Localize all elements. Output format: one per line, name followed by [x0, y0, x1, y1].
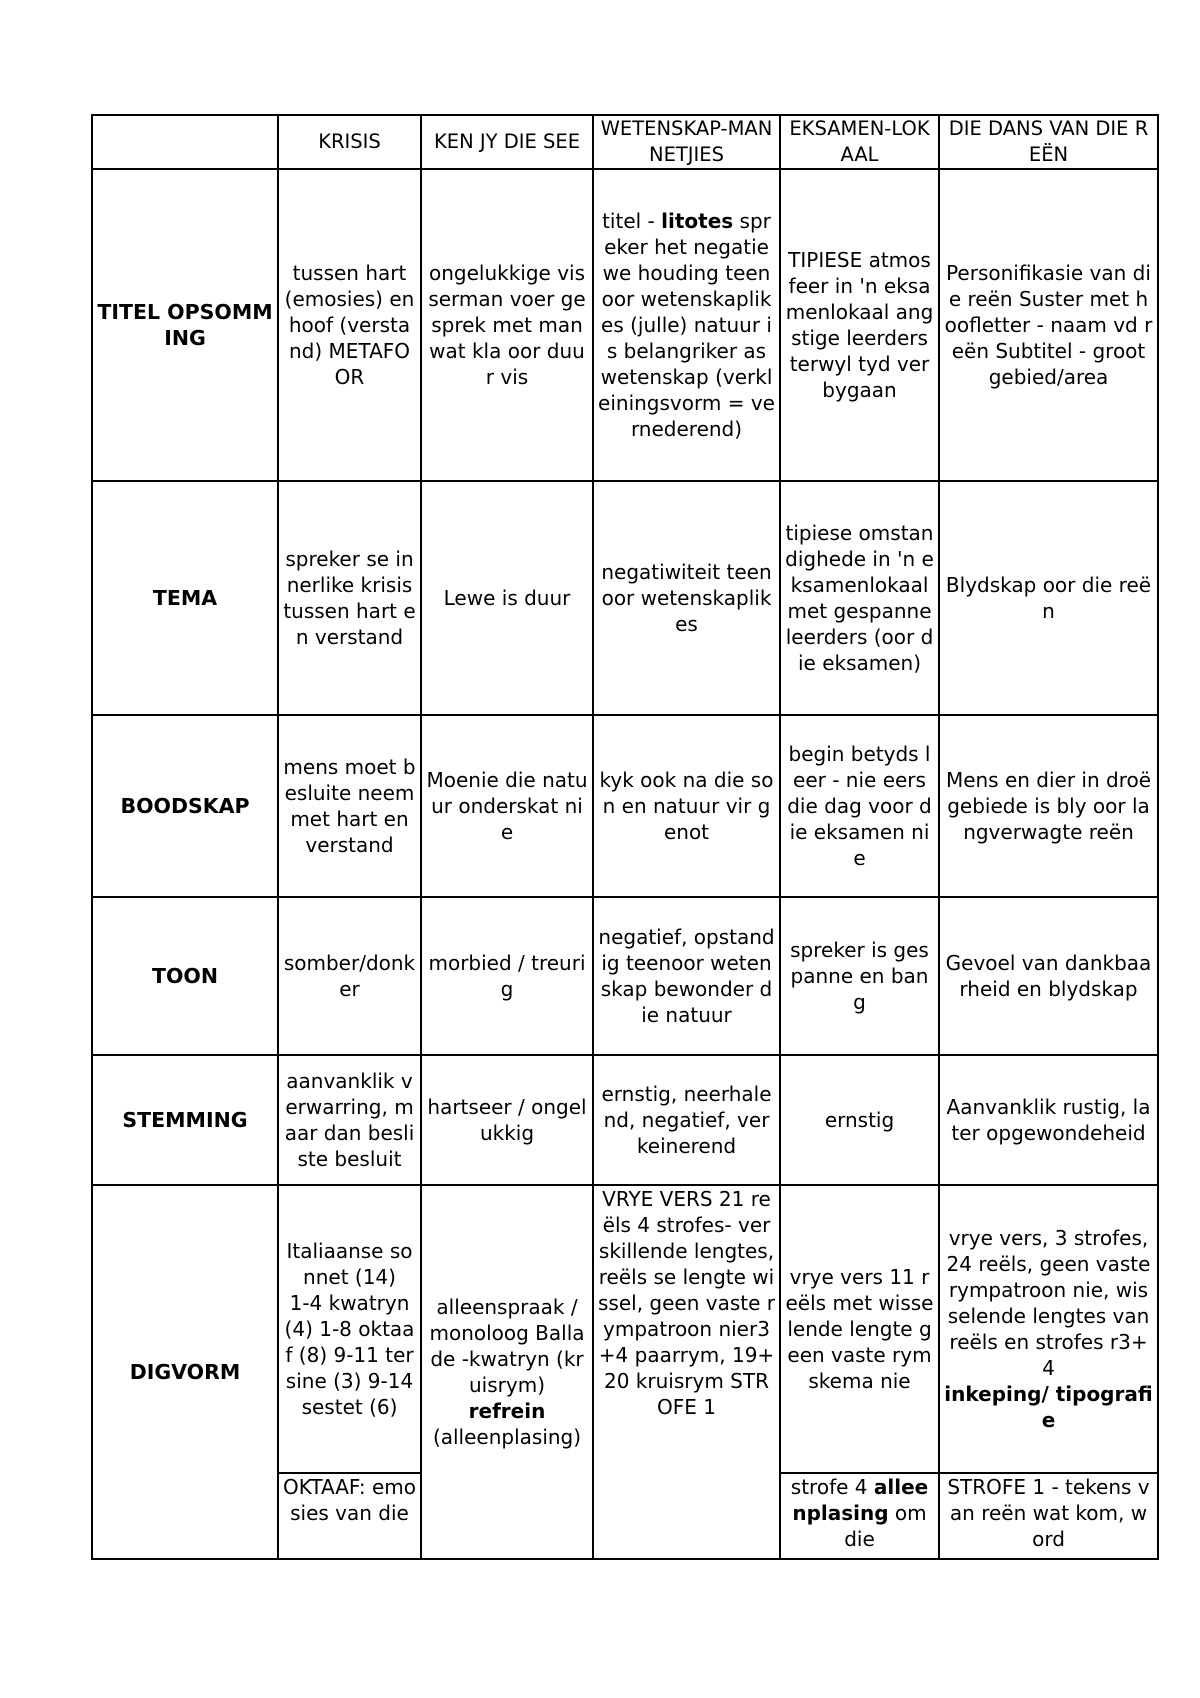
header-row	[92, 115, 1158, 169]
cell-digvorm-krisis-top	[278, 1185, 421, 1473]
cell-toon-dans: Gevoel van dankbaarheid en blydskap	[939, 897, 1158, 1055]
header-die-dans-van-die-reen: DIE DANS VAN DIE REËN	[939, 115, 1158, 169]
cell-titel-krisis: tussen hart (emosies) en hoof (verstand) METAFOOR	[278, 169, 421, 481]
cell-digvorm-see-alleenplasing: (alleenplasing)	[432, 1425, 582, 1449]
row-stemming	[92, 1055, 1158, 1185]
cell-titel-wetenskap-prefix: titel -	[602, 209, 662, 233]
cell-tema-dans: Blydskap oor die reën	[939, 481, 1158, 715]
cell-digvorm-eksamen-alleenplasing: alleenplasing	[792, 1475, 929, 1525]
cell-boodskap-dans: Mens en dier in droë gebiede is bly oor langverwagte reën	[939, 715, 1158, 897]
cell-digvorm-see-form: alleenspraak / monoloog Ballade -kwatryn (kruisrym)	[429, 1295, 585, 1397]
cell-stemming-eksamen: ernstig	[780, 1055, 939, 1185]
cell-digvorm-dans-inkeping: inkeping/ tipografie	[944, 1382, 1153, 1432]
cell-boodskap-krisis: mens moet besluite neem met hart en verstand	[278, 715, 421, 897]
cell-digvorm-dans-form: vrye vers, 3 strofes, 24 reëls, geen vaste rympatroon nie, wisselende lengtes van reëls en strofes r3+4	[946, 1226, 1151, 1380]
cell-stemming-dans: Aanvanklik rustig, later opgewondeheid	[939, 1055, 1158, 1185]
cell-boodskap-wetenskap: kyk ook na die son en natuur vir genot	[593, 715, 780, 897]
cell-tema-eksamen: tipiese omstandighede in 'n eksamenlokaal met gespanne leerders (oor die eksamen)	[780, 481, 939, 715]
cell-digvorm-krisis-sonnet: Italiaanse sonnet (14)	[286, 1239, 413, 1289]
cell-tema-krisis: spreker se innerlike krisis tussen hart en verstand	[278, 481, 421, 715]
header-wetenskap-mannetjies: WETENSKAP-MANNETJIES	[593, 115, 780, 169]
cell-toon-see: morbied / treurig	[421, 897, 593, 1055]
cell-boodskap-eksamen: begin betyds leer - nie eers die dag voor die eksamen nie	[780, 715, 939, 897]
cell-digvorm-see	[421, 1185, 593, 1559]
row-label-digvorm: DIGVORM	[92, 1185, 278, 1559]
cell-titel-wetenskap-rest: spreker het negatiewe houding teenoor wetenskaplikes (julle) natuur is belangriker as wetenskap (verkleiningsvorm = vernederend)	[598, 209, 775, 441]
header-ken-jy-die-see: KEN JY DIE SEE	[421, 115, 593, 169]
cell-digvorm-eksamen-rest: om die	[844, 1501, 927, 1551]
poem-comparison-table	[91, 114, 1159, 1560]
cell-titel-see: ongelukkige visserman voer gesprek met man wat kla oor duur vis	[421, 169, 593, 481]
cell-titel-dans: Personifikasie van die reën Suster met hoofletter - naam vd reën Subtitel - groot gebied/area	[939, 169, 1158, 481]
row-tema	[92, 481, 1158, 715]
cell-digvorm-see-refrein: refrein	[468, 1399, 546, 1423]
cell-digvorm-wetenskap: VRYE VERS 21 reëls 4 strofes- verskillende lengtes, reëls se lengte wissel, geen vaste rympatroon nier3+4 paarrym, 19+20 kruisrym STROFE 1	[593, 1185, 780, 1559]
cell-toon-krisis: somber/donker	[278, 897, 421, 1055]
cell-stemming-wetenskap: ernstig, neerhalend, negatief, verkeinerend	[593, 1055, 780, 1185]
cell-tema-wetenskap: negatiwiteit teenoor wetenskaplikes	[593, 481, 780, 715]
cell-digvorm-eksamen-bottom	[780, 1473, 939, 1559]
cell-titel-wetenskap-litotes: litotes	[661, 209, 734, 233]
cell-digvorm-krisis-bottom: OKTAAF: emosies van die	[278, 1473, 421, 1559]
cell-toon-wetenskap: negatief, opstandig teenoor wetenskap bewonder die natuur	[593, 897, 780, 1055]
header-eksamen-lokaal: EKSAMEN-LOKAAL	[780, 115, 939, 169]
row-label-toon: TOON	[92, 897, 278, 1055]
cell-stemming-see: hartseer / ongelukkig	[421, 1055, 593, 1185]
cell-digvorm-krisis-strofes: 1-4 kwatryn (4) 1-8 oktaaf (8) 9-11 tersine (3) 9-14 sestet (6)	[284, 1291, 415, 1419]
cell-toon-eksamen: spreker is gespanne en bang	[780, 897, 939, 1055]
cell-digvorm-eksamen-strofe: strofe 4	[790, 1475, 868, 1499]
row-label-tema: TEMA	[92, 481, 278, 715]
row-label-stemming: STEMMING	[92, 1055, 278, 1185]
row-digvorm-top	[92, 1185, 1158, 1473]
cell-titel-eksamen: TIPIESE atmosfeer in 'n eksamenlokaal angstige leerders terwyl tyd verbygaan	[780, 169, 939, 481]
row-toon	[92, 897, 1158, 1055]
cell-digvorm-eksamen-top: vrye vers 11 reëls met wisselende lengte geen vaste rymskema nie	[780, 1185, 939, 1473]
cell-stemming-krisis: aanvanklik verwarring, maar dan besliste besluit	[278, 1055, 421, 1185]
header-krisis: KRISIS	[278, 115, 421, 169]
cell-titel-wetenskap	[593, 169, 780, 481]
cell-tema-see: Lewe is duur	[421, 481, 593, 715]
row-label-boodskap: BOODSKAP	[92, 715, 278, 897]
row-label-titel: TITEL OPSOMMING	[92, 169, 278, 481]
cell-digvorm-dans-top	[939, 1185, 1158, 1473]
cell-digvorm-dans-bottom: STROFE 1 - tekens van reën wat kom, word	[939, 1473, 1158, 1559]
header-empty-cell	[92, 115, 278, 169]
row-boodskap	[92, 715, 1158, 897]
cell-boodskap-see: Moenie die natuur onderskat nie	[421, 715, 593, 897]
row-titel-opsomming	[92, 169, 1158, 481]
